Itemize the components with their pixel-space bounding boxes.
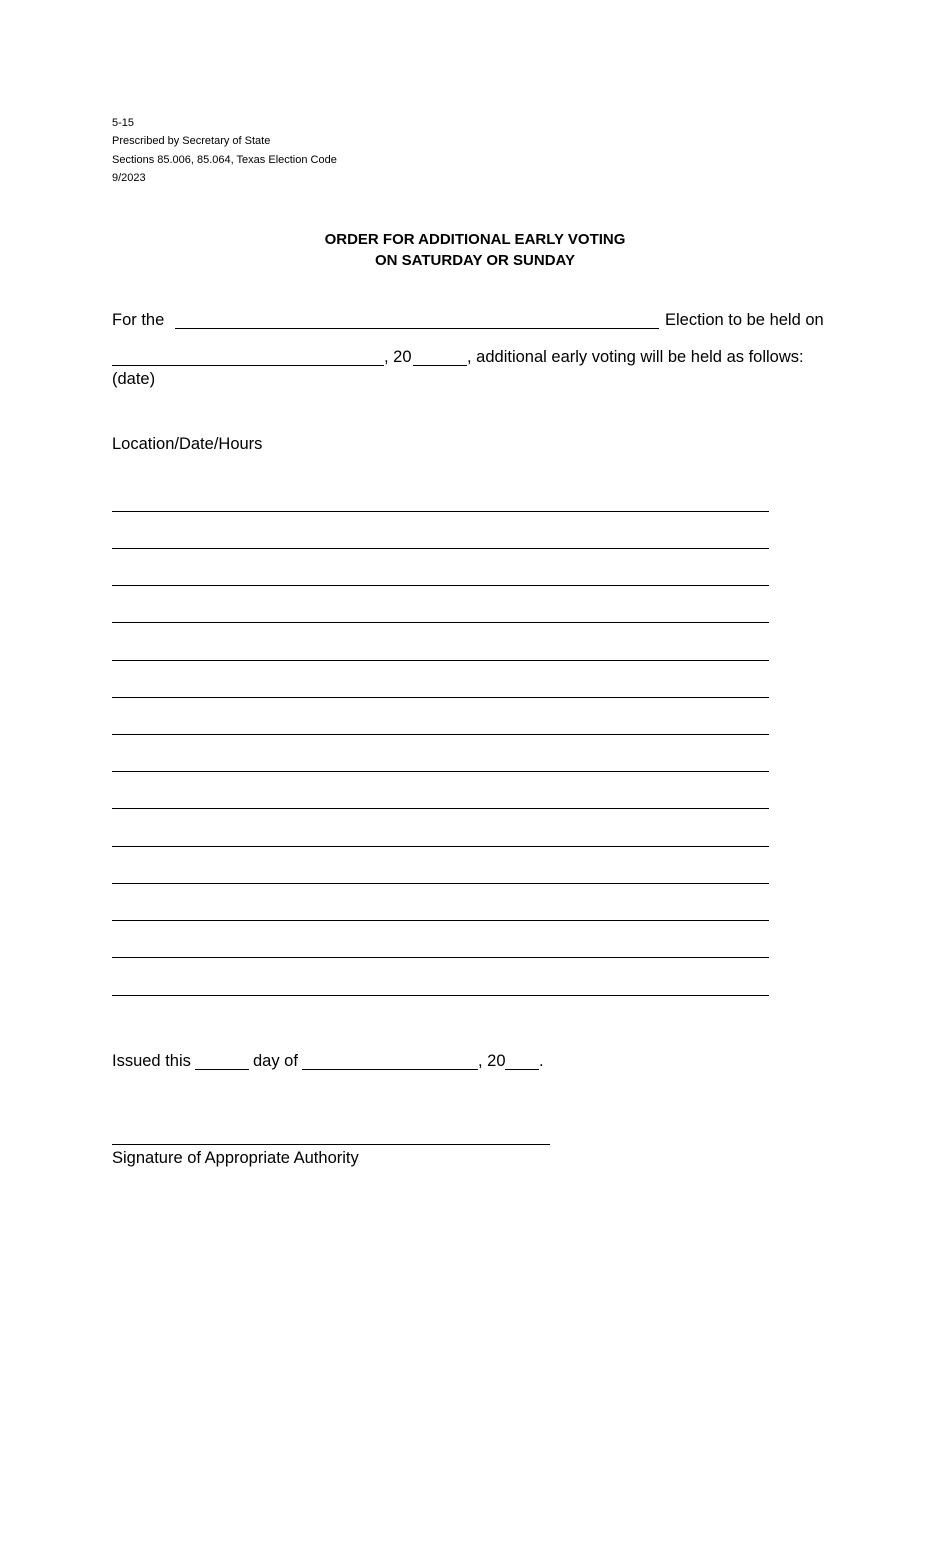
year-prefix: , 20 <box>384 348 412 366</box>
for-the-label: For the <box>112 311 165 329</box>
location-line[interactable] <box>112 883 769 884</box>
location-line[interactable] <box>112 734 769 735</box>
signature-line[interactable] <box>112 1144 550 1145</box>
location-date-hours-label: Location/Date/Hours <box>112 435 263 453</box>
location-line[interactable] <box>112 957 769 958</box>
election-name-field[interactable] <box>175 314 659 329</box>
signature-caption: Signature of Appropriate Authority <box>112 1149 359 1167</box>
additional-voting-text: , additional early voting will be held as follows: <box>467 348 804 366</box>
issued-year-prefix: , 20 <box>478 1052 506 1070</box>
location-line[interactable] <box>112 771 769 772</box>
page-title-line-1: ORDER FOR ADDITIONAL EARLY VOTING <box>324 231 626 248</box>
issued-period: . <box>539 1052 544 1070</box>
date-caption: (date) <box>112 370 156 388</box>
election-held-on-label: Election to be held on <box>665 311 824 329</box>
prescribed-by: Prescribed by Secretary of State <box>112 135 271 147</box>
day-of-label: day of <box>253 1052 298 1070</box>
issued-this-label: Issued this <box>112 1052 191 1070</box>
location-line[interactable] <box>112 585 769 586</box>
location-line[interactable] <box>112 660 769 661</box>
location-line[interactable] <box>112 995 769 996</box>
code-sections: Sections 85.006, 85.064, Texas Election Code <box>112 154 337 166</box>
election-date-field[interactable] <box>112 351 384 366</box>
location-line[interactable] <box>112 920 769 921</box>
issued-year-field[interactable] <box>505 1055 539 1070</box>
location-line[interactable] <box>112 622 769 623</box>
location-line[interactable] <box>112 548 769 549</box>
revision-date: 9/2023 <box>112 172 146 184</box>
location-line[interactable] <box>112 511 769 512</box>
issued-day-field[interactable] <box>195 1055 249 1070</box>
issued-month-field[interactable] <box>302 1055 478 1070</box>
location-line[interactable] <box>112 808 769 809</box>
election-year-field[interactable] <box>413 351 467 366</box>
location-line[interactable] <box>112 846 769 847</box>
form-number: 5-15 <box>112 117 135 129</box>
location-line[interactable] <box>112 697 769 698</box>
page-title-line-2: ON SATURDAY OR SUNDAY <box>374 252 576 269</box>
